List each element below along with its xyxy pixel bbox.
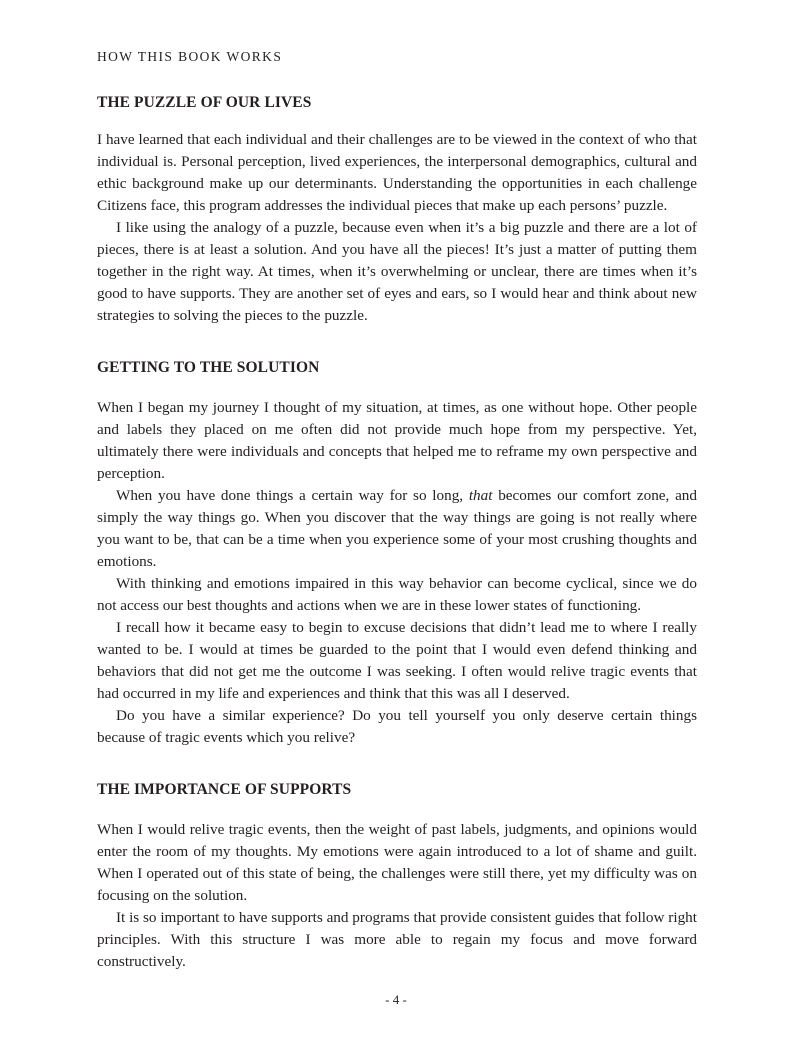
section-heading-puzzle: THE PUZZLE OF OUR LIVES [97, 94, 312, 111]
paragraph: I recall how it became easy to begin to excuse decisions that didn’t lead me to where I really wanted to be. I would at times be guarded to the point that I would even defend thinking and behaviors that did not get me the outcome I was seeking. I often would relive tragic events that had occurred in my life and experiences and think that this was all I deserved. [97, 619, 697, 702]
paragraph: Do you have a similar experience? Do you tell yourself you only deserve certain things because of tragic events which you relive? [97, 707, 697, 746]
paragraph: When I would relive tragic events, then the weight of past labels, judgments, and opinions would enter the room of my thoughts. My emotions were again introduced to a lot of shame and guilt. When I operated out of this state of being, the challenges were still there, yet my difficulty was on focusing on the solution. [97, 821, 697, 904]
paragraph: With thinking and emotions impaired in this way behavior can become cyclical, since we do not access our best thoughts and actions when we are in these lower states of functioning. [97, 575, 697, 614]
page-number: - 4 - [385, 992, 407, 1007]
paragraph: I like using the analogy of a puzzle, because even when it’s a big puzzle and there are a lot of pieces, there is at least a solution. And you have all the pieces! It’s just a matter of putting them together in the right way. At times, when it’s overwhelming or unclear, there are times when it’s good to have supports. They are another set of eyes and ears, so I would hear and think about new strategies to solving the pieces to the puzzle. [97, 219, 697, 324]
paragraph-text-after: becomes our comfort zone, and simply the way things go. When you discover that the way things are going is not really where you want to be, that can be a time when you experience some of your most crushing thoughts and emotions. [97, 487, 697, 570]
section-heading-supports: THE IMPORTANCE OF SUPPORTS [97, 781, 352, 798]
book-page [97, 48, 697, 973]
section-body-solution [97, 397, 697, 749]
running-head: HOW THIS BOOK WORKS [97, 49, 283, 64]
emphasized-word: that [468, 487, 493, 504]
paragraph-with-emphasis [97, 485, 697, 573]
paragraph: It is so important to have supports and programs that provide consistent guides that follow right principles. With this structure I was more able to regain my focus and move forward constructively. [97, 909, 697, 970]
paragraph: I have learned that each individual and their challenges are to be viewed in the context of who that individual is. Personal perception, lived experiences, the interpersonal demographics, cultural and ethic background make up our determinants. Understanding the opportunities in each challenge Citizens face, this program addresses the individual pieces that make up each persons’ puzzle. [97, 131, 697, 214]
section-body-puzzle [97, 129, 697, 327]
paragraph: When I began my journey I thought of my situation, at times, as one without hope. Other people and labels they placed on me often did not provide much hope from my perspective. Yet, ultimately there were individuals and concepts that helped me to reframe my own perspective and perception. [97, 399, 697, 482]
section-heading-solution: GETTING TO THE SOLUTION [97, 359, 320, 376]
paragraph-text-before: When you have done things a certain way for so long, [116, 487, 469, 504]
section-body-supports [97, 819, 697, 973]
